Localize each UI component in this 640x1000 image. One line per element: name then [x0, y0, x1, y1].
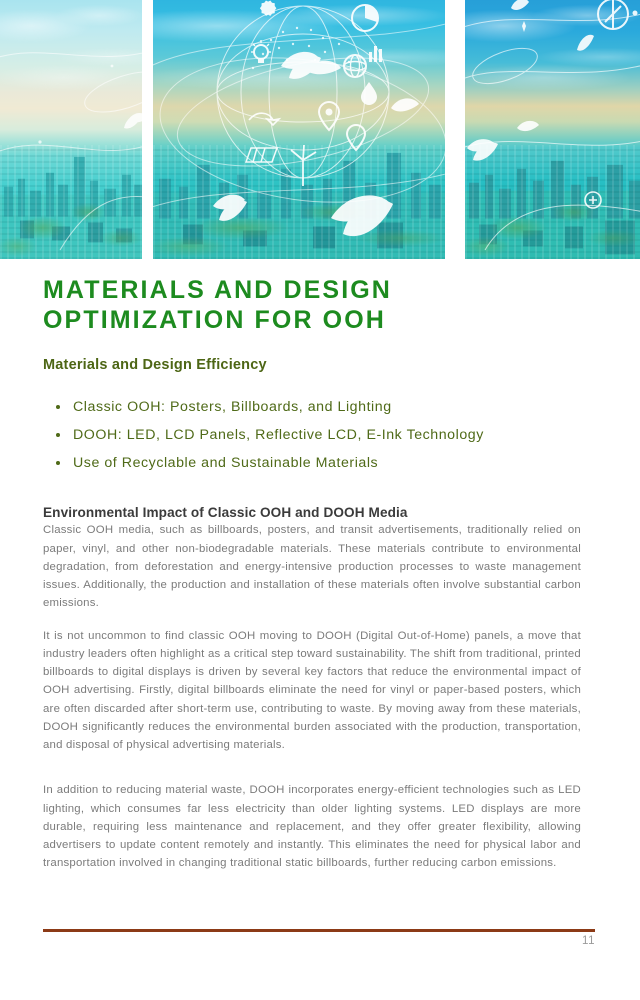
list-item: Use of Recyclable and Sustainable Materials [73, 449, 581, 477]
list-item: Classic OOH: Posters, Billboards, and Lighting [73, 393, 581, 421]
list-item: DOOH: LED, LCD Panels, Reflective LCD, E-Ink Technology [73, 421, 581, 449]
page-title: MATERIALS AND DESIGN OPTIMIZATION FOR OOH [43, 276, 392, 334]
network-lines-overlay [465, 0, 640, 259]
body-paragraph: It is not uncommon to find classic OOH moving to DOOH (Digital Out-of-Home) panels, a move that industry leaders often highlight as a critical step toward sustainability. The shift from traditional, printed billboards to digital displays is driven by several key factors that reduce the environmental impact of OOH advertising. Firstly, digital billboards eliminate the need for vinyl or paper-based posters, which are often discarded after short-term use, contributing to waste. By moving away from these materials, DOOH significantly reduces the environmental burden associated with the production, transportation, and disposal of physical advertising materials. [43, 629, 581, 752]
subsection-heading: Environmental Impact of Classic OOH and DOOH Media [43, 505, 408, 521]
section-heading: Materials and Design Efficiency [43, 357, 267, 373]
footer-divider [43, 929, 595, 932]
feature-bullet-list [43, 393, 581, 477]
global-network-graphic [153, 0, 445, 259]
page-number: 11 [582, 935, 595, 947]
body-paragraph: Classic OOH media, such as billboards, posters, and transit advertisements, traditionally relied on paper, vinyl, and other non-biodegradable materials. These materials contribute to environmental degradation, from deforestation and energy-intensive production processes to waste management issues. Additionally, the production and installation of these materials often involve substantial carbon emissions. [43, 524, 581, 610]
page-content [43, 276, 581, 887]
hero-panel-left [0, 0, 142, 259]
hero-panel-center [153, 0, 445, 259]
body-paragraph: In addition to reducing material waste, DOOH incorporates energy-efficient technologies such as LED lighting, which consumes far less electricity than older lighting systems. LED displays are more durable, requiring less maintenance and replacement, and they offer greater flexibility, allowing advertisers to update content remotely and instantly. This eliminates the need for physical labor and transportation involved in changing traditional static billboards, further reducing carbon emissions. [43, 784, 581, 870]
hero-panel-right [465, 0, 640, 259]
hero-banner [0, 0, 640, 260]
network-lines-overlay [0, 0, 142, 259]
